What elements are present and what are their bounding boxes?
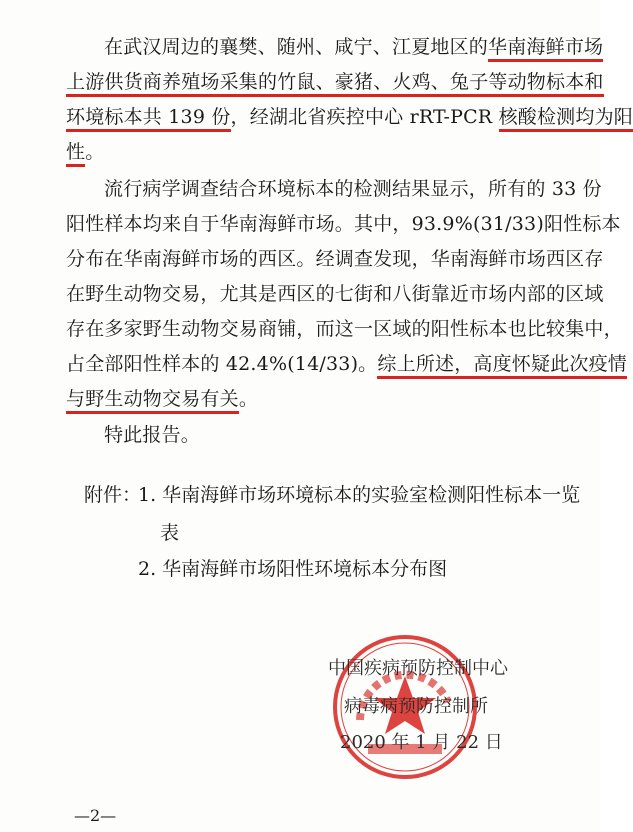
paragraph-1-line-2	[66, 65, 604, 100]
underlined-text: 上游供货商养殖场采集的竹鼠、豪猪、火鸡、兔子等动物标本和	[66, 71, 604, 97]
attachments-label: 附件：	[84, 484, 142, 506]
paragraph-2-line-1: 流行病学调查结合环境标本的检测结果显示，所有的 33 份	[104, 178, 602, 200]
text-segment: 占全部阳性样本的 42.4%(14/33)。	[66, 353, 378, 375]
closing-text: 特此报告。	[104, 424, 201, 446]
page-number: —2—	[74, 806, 117, 825]
text-segment: ，经湖北省疾控中心 rRT-PCR	[230, 106, 499, 128]
text-segment: 。	[85, 141, 105, 163]
paragraph-1-line-1	[66, 30, 604, 65]
attachment-item-2: 2. 华南海鲜市场阳性环境标本分布图	[138, 558, 448, 580]
paragraph-2-line-5: 存在多家野生动物交易商铺，而这一区域的阳性标本也比较集中，	[66, 318, 623, 340]
text-segment: 。	[238, 388, 259, 410]
attachment-item-1: 1. 华南海鲜市场环境标本的实验室检测阳性标本一览	[138, 484, 581, 506]
paragraph-2-line-2: 阳性样本均来自于华南海鲜市场。其中，93.9%(31/33)阳性标本	[66, 213, 621, 235]
paragraph-2-line-6	[66, 347, 627, 382]
signature-date: 2020 年 1 月 22 日	[340, 732, 503, 753]
paragraph-2-line-4: 在野生动物交易，尤其是西区的七街和八街靠近市场内部的区域	[66, 283, 604, 305]
paragraph-1-line-4	[66, 135, 578, 170]
paragraph-1	[66, 30, 633, 170]
paragraph-1-line-3	[66, 100, 633, 135]
underlined-text: 综上所述，高度怀疑此次疫情	[377, 353, 627, 379]
paragraph-2-line-7	[66, 382, 578, 417]
underlined-text: 核酸检测均为阳	[499, 106, 633, 132]
closing-paragraph	[66, 418, 578, 453]
signature-org-2: 病毒病预防控制所	[344, 696, 488, 717]
paragraph-2	[66, 172, 627, 417]
text-segment: 在武汉周边的襄樊、随州、咸宁、江夏地区的	[104, 36, 489, 58]
underlined-text: 环境标本共 139 份	[66, 106, 231, 132]
attachment-item-1-continued: 表	[160, 522, 180, 544]
underlined-text: 性	[66, 141, 85, 167]
underlined-text: 与野生动物交易有关	[66, 388, 239, 414]
signature-org-1: 中国疾病预防控制中心	[328, 658, 508, 679]
underlined-text: 华南海鲜市场	[488, 36, 603, 62]
paragraph-2-line-3: 分布在华南海鲜市场的西区。经调查发现，华南海鲜市场西区存	[66, 248, 604, 270]
